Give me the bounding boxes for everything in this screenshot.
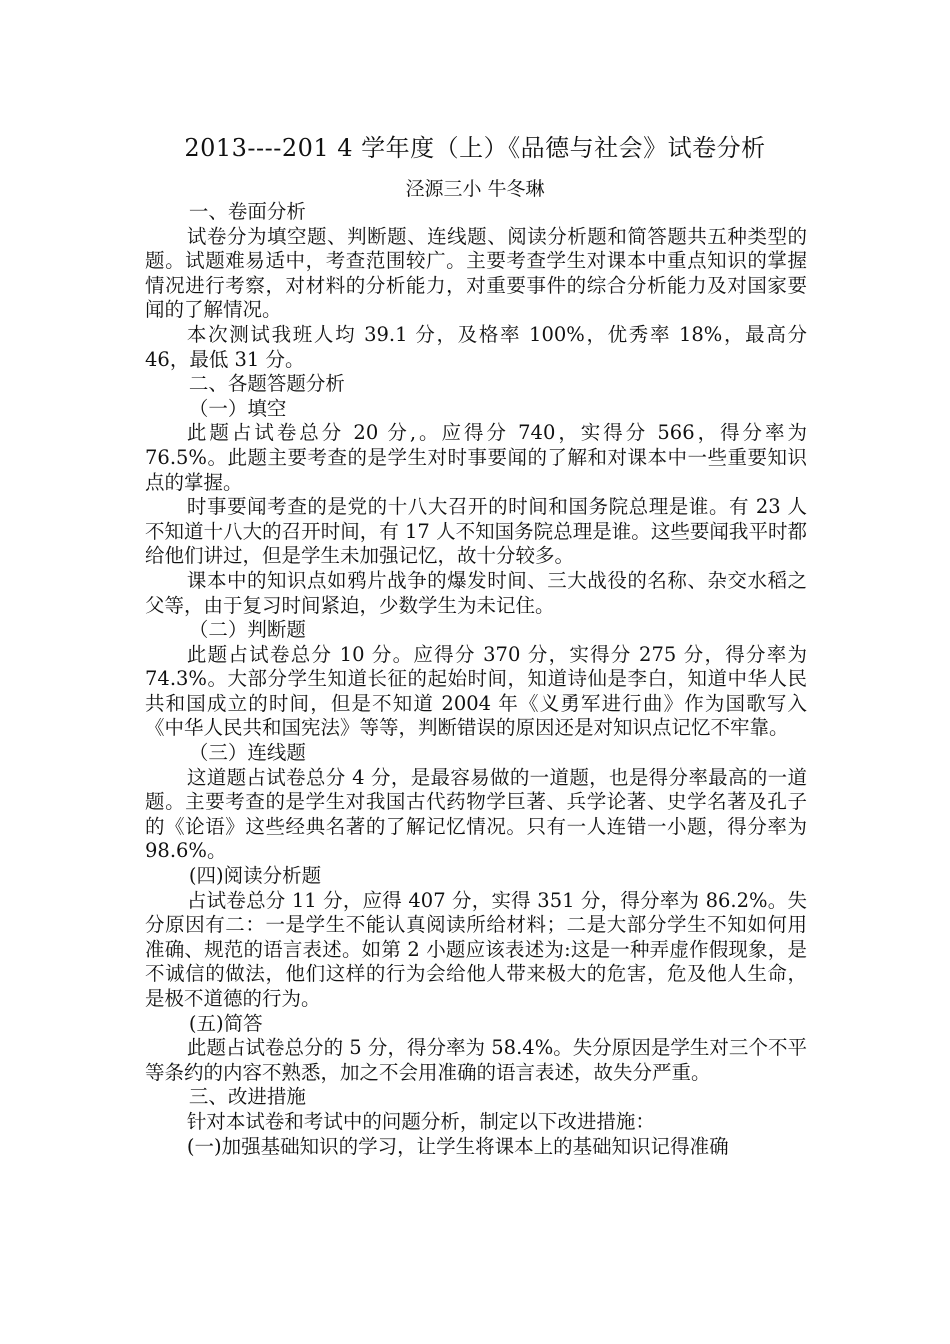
document-author: 泾源三小 牛冬琳 xyxy=(405,178,545,200)
section-heading-questions: 二、各题答题分析 xyxy=(188,372,345,396)
document-body xyxy=(145,200,807,1159)
subheading-fill-in: （一）填空 xyxy=(188,396,287,420)
section-heading-improvements: 三、改进措施 xyxy=(188,1085,306,1109)
subheading-short-answer: (五)简答 xyxy=(188,1011,263,1035)
paragraph-fill-in-textbook: 课本中的知识点如鸦片战争的爆发时间、三大战役的名称、杂交水稻之父等，由于复习时间紧迫，少数学生为未记住。 xyxy=(145,568,807,617)
paragraph-reading: 占试卷总分 11 分，应得 407 分，实得 351 分，得分率为 86.2%。失分原因有二：一是学生不能认真阅读所给材料；二是大部分学生不知如何用准确、规范的语言表述。如第 2 小题应该表述为:这是一种弄虚作假现象，是不诚信的做法，他们这样的行为会给他人带来极大的危害，危及他人生命，是极不道德的行为。 xyxy=(145,888,807,1010)
subheading-matching: （三）连线题 xyxy=(188,741,306,765)
document-title: 2013----201 4 学年度（上）《品德与社会》试卷分析 xyxy=(184,134,766,162)
paragraph-matching: 这道题占试卷总分 4 分，是最容易做的一道题，也是得分率最高的一道题。主要考查的是学生对我国古代药物学巨著、兵学论著、史学名著及孔子的《论语》这些经典名著的了解记忆情况。只有一人连错一小题，得分率为 98.6%。 xyxy=(145,765,807,863)
paragraph-true-false: 此题占试卷总分 10 分。应得分 370 分，实得分 275 分，得分率为 74.3%。大部分学生知道长征的起始时间，知道诗仙是李白，知道中华人民共和国成立的时间，但是不知道 2004 年《义勇军进行曲》作为国歌写入《中华人民共和国宪法》等等，判断错误的原因还是对知识点记忆不牢靠。 xyxy=(145,642,807,740)
paragraph-improvements-intro: 针对本试卷和考试中的问题分析，制定以下改进措施： xyxy=(186,1109,655,1133)
section-heading-paper: 一、卷面分析 xyxy=(188,200,306,223)
subheading-reading: (四)阅读分析题 xyxy=(188,864,322,888)
paragraph-fill-in-score: 此题占试卷总分 20 分,。应得分 740，实得分 566，得分率为 76.5%。此题主要考查的是学生对时事要闻的了解和对课本中一些重要知识点的掌握。 xyxy=(145,421,807,494)
subheading-true-false: （二）判断题 xyxy=(188,618,306,642)
paragraph-paper-overview: 试卷分为填空题、判断题、连线题、阅读分析题和简答题共五种类型的题。试题难易适中，考查范围较广。主要考查学生对课本中重点知识的掌握情况进行考察，对材料的分析能力，对重要事件的综合分析能力及对国家要闻的了解情况。 xyxy=(145,224,807,322)
paragraph-fill-in-news: 时事要闻考查的是党的十八大召开的时间和国务院总理是谁。有 23 人不知道十八大的召开时间，有 17 人不知国务院总理是谁。这些要闻我平时都给他们讲过，但是学生未加强记忆，故十分较多。 xyxy=(145,495,807,568)
paragraph-class-scores: 本次测试我班人均 39.1 分，及格率 100%，优秀率 18%，最高分 46，最低 31 分。 xyxy=(145,322,807,371)
paragraph-improvement-1: (一)加强基础知识的学习，让学生将课本上的基础知识记得准确 xyxy=(186,1134,729,1158)
paragraph-short-answer: 此题占试卷总分的 5 分，得分率为 58.4%。失分原因是学生对三个不平等条约的内容不熟悉，加之不会用准确的语言表述，故失分严重。 xyxy=(145,1036,807,1084)
